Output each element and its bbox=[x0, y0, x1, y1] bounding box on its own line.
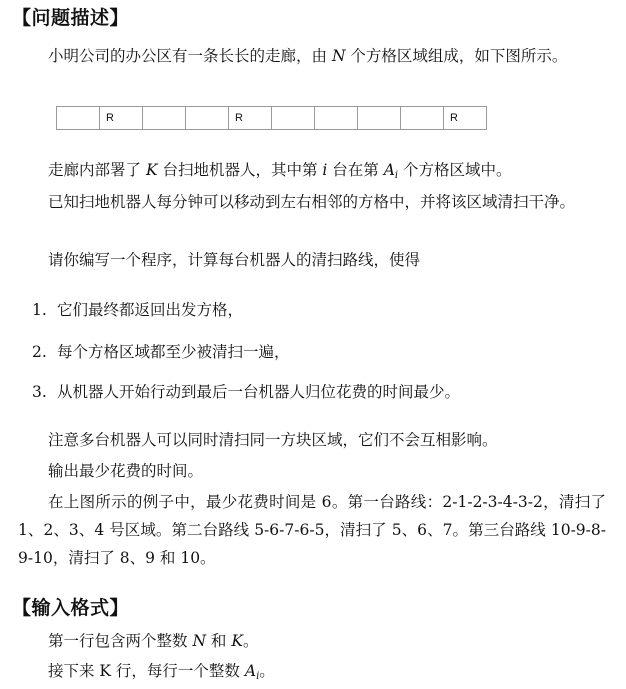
input-format-heading: 【输入格式】 bbox=[12, 597, 130, 619]
task-paragraph: 请你编写一个程序，计算每台机器人的清扫路线，使得 bbox=[48, 251, 421, 269]
input-line-2: 接下来 K 行，每行一个整数 $A_i$。 bbox=[48, 662, 275, 682]
corridor-cell: R bbox=[229, 107, 272, 129]
note-paragraph: 注意多台机器人可以同时清扫同一方块区域，它们不会互相影响。 bbox=[48, 431, 498, 449]
corridor-cell bbox=[143, 107, 186, 129]
corridor-cell: R bbox=[450, 112, 458, 124]
list-item-1: 1. 它们最终都返回出发方格， bbox=[32, 301, 243, 319]
corridor-cell bbox=[401, 107, 444, 129]
list-item-2: 2. 每个方格区域都至少被清扫一遍， bbox=[32, 343, 290, 361]
corridor-cell bbox=[315, 107, 358, 129]
list-item-3: 3. 从机器人开始行动到最后一台机器人归位花费的时间最少。 bbox=[32, 383, 460, 401]
problem-description-heading: 【问题描述】 bbox=[12, 7, 130, 29]
robots-paragraph: 走廊内部署了 K 台扫地机器人，其中第 i 台在第 $A_i$ 个方格区域中。 bbox=[48, 161, 512, 181]
corridor-cell bbox=[57, 107, 100, 129]
corridor-diagram bbox=[56, 106, 487, 130]
corridor-cell bbox=[358, 107, 401, 129]
example-paragraph: 在上图所示的例子中，最少花费时间是 6。第一台路线：2-1-2-3-4-3-2，清扫了 1、2、3、4 号区域。第二台路线 5-6-7-6-5，清扫了 5、6、7。第三台路线 10-9-8-9-10，清扫了 8、9 和 10。 bbox=[18, 493, 606, 567]
var-n: N bbox=[331, 47, 346, 65]
output-paragraph: 输出最少花费的时间。 bbox=[48, 462, 204, 480]
input-line-1: 第一行包含两个整数 N 和 K。 bbox=[48, 632, 259, 650]
corridor-cell bbox=[272, 107, 315, 129]
corridor-cell bbox=[186, 107, 229, 129]
intro-paragraph: 小明公司的办公区有一条长长的走廊，由 N 个方格区域组成，如下图所示。 bbox=[48, 47, 568, 65]
movement-paragraph: 已知扫地机器人每分钟可以移动到左右相邻的方格中，并将该区域清扫干净。 bbox=[48, 193, 576, 211]
corridor-cell: R bbox=[100, 107, 143, 129]
